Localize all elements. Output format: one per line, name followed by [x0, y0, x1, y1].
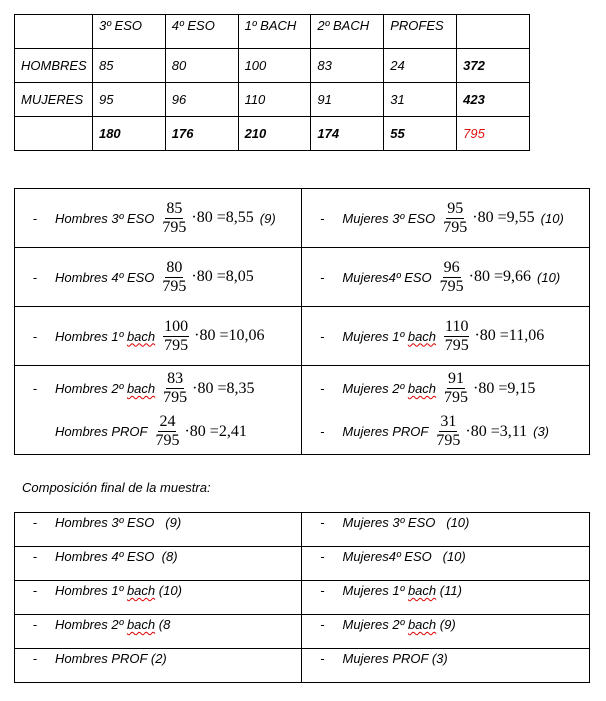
denominator: 795 — [439, 277, 464, 295]
calc-label: Hombres PROF — [55, 424, 148, 439]
count-cell: 91 — [311, 83, 384, 117]
numerator: 85 — [166, 199, 183, 217]
calc-table — [14, 188, 590, 455]
final-label: Hombres 2º bach (8 — [55, 617, 171, 632]
bullet: - — [320, 424, 325, 439]
calc-cell — [15, 189, 302, 248]
calc-cell — [15, 366, 302, 455]
final-row — [15, 581, 590, 615]
numerator: 80 — [166, 258, 183, 276]
final-cell — [302, 615, 590, 649]
final-cell — [15, 649, 302, 683]
final-cell — [15, 581, 302, 615]
final-row — [15, 547, 590, 581]
formula-result: ·80 =8,35 — [192, 379, 255, 397]
grand-total: 795 — [457, 117, 530, 151]
counts-row-mujeres — [15, 83, 530, 117]
calc-cell — [302, 189, 590, 248]
count-cell: 95 — [92, 83, 165, 117]
count-cell: 31 — [384, 83, 457, 117]
bullet: - — [32, 210, 38, 226]
final-count: (10) — [442, 549, 466, 564]
bullet: - — [320, 549, 325, 564]
calc-label: Mujeres PROF — [342, 424, 429, 439]
final-count: (9) — [439, 617, 456, 632]
formula-result: ·80 =8,55 — [191, 209, 254, 226]
calc-label: Hombres 4º ESO — [55, 269, 155, 285]
calc-row — [15, 307, 590, 366]
final-cell — [15, 615, 302, 649]
denominator: 795 — [163, 389, 188, 406]
header-cell: 2º BACH — [311, 15, 384, 49]
caption: Composición final de la muestra: — [22, 480, 211, 495]
numerator: 95 — [447, 199, 464, 217]
header-cell: 1º BACH — [238, 15, 311, 49]
rounded-note: (3) — [533, 424, 550, 439]
final-count: (10) — [446, 515, 470, 530]
bullet: - — [320, 381, 325, 396]
formula — [162, 259, 253, 296]
bullet: - — [320, 515, 325, 530]
formula — [162, 200, 253, 237]
calc-row — [15, 248, 590, 307]
numerator: 31 — [440, 413, 457, 430]
denominator: 795 — [162, 277, 187, 295]
final-label: Mujeres 2º bach (9) — [342, 617, 456, 632]
count-cell: 83 — [311, 49, 384, 83]
final-label: Hombres PROF (2) — [55, 651, 167, 666]
numerator: 100 — [164, 317, 189, 335]
numerator: 96 — [443, 258, 460, 276]
formula — [163, 370, 254, 407]
count-cell: 96 — [165, 83, 238, 117]
numerator: 91 — [448, 370, 465, 387]
calc-label: Hombres 3º ESO — [55, 210, 155, 226]
header-cell: PROFES — [384, 15, 457, 49]
final-count: (3) — [431, 651, 448, 666]
bullet: - — [32, 583, 38, 598]
count-cell: 24 — [384, 49, 457, 83]
final-label: Hombres 3º ESO (9) — [55, 515, 182, 530]
formula — [436, 413, 527, 450]
counts-totals-row — [15, 117, 530, 151]
calc-label: Hombres 1º bach — [55, 328, 156, 344]
denominator: 795 — [443, 218, 468, 236]
formula-result: ·80 =9,55 — [472, 209, 535, 226]
bullet: - — [320, 328, 325, 344]
final-count: (8 — [158, 617, 171, 632]
final-row — [15, 649, 590, 683]
numerator: 83 — [167, 370, 184, 387]
count-cell: 100 — [238, 49, 311, 83]
calc-cell — [15, 307, 302, 366]
header-cell: 3º ESO — [92, 15, 165, 49]
final-count: (10) — [158, 583, 182, 598]
counts-header-row — [15, 15, 530, 49]
final-row — [15, 513, 590, 547]
final-count: (9) — [165, 515, 182, 530]
calc-cell — [302, 248, 590, 307]
count-cell: 80 — [165, 49, 238, 83]
bullet: - — [320, 617, 325, 632]
final-label: Mujeres PROF (3) — [342, 651, 448, 666]
denominator: 795 — [162, 218, 187, 236]
calc-cell — [302, 366, 590, 455]
numerator: 24 — [159, 413, 176, 430]
calc-label: Hombres 2º bach — [55, 381, 156, 396]
row-label: HOMBRES — [15, 49, 93, 83]
row-label — [15, 117, 93, 151]
bullet: - — [32, 515, 38, 530]
bullet: - — [320, 651, 325, 666]
row-total: 423 — [457, 83, 530, 117]
column-total: 210 — [238, 117, 311, 151]
header-cell — [15, 15, 93, 49]
bullet: - — [32, 328, 38, 344]
calc-label: Mujeres 3º ESO — [342, 210, 436, 226]
bullet: - — [32, 381, 38, 396]
final-cell — [15, 513, 302, 547]
calc-label: Mujeres4º ESO — [342, 269, 432, 285]
formula-result: ·80 =2,41 — [184, 422, 247, 440]
counts-table — [14, 14, 530, 151]
final-cell — [302, 581, 590, 615]
calc-label: Mujeres 1º bach — [342, 328, 437, 344]
formula-result: ·80 =11,06 — [474, 327, 545, 344]
denominator: 795 — [155, 432, 180, 449]
final-cell — [302, 513, 590, 547]
final-count: (2) — [150, 651, 167, 666]
rounded-note: (10) — [540, 210, 564, 226]
formula — [440, 259, 531, 296]
formula-result: ·80 =8,05 — [191, 268, 254, 285]
final-cell — [302, 649, 590, 683]
calc-cell — [15, 248, 302, 307]
formula-result: ·80 =9,66 — [468, 268, 532, 285]
final-count: (11) — [439, 583, 462, 598]
rounded-note: (9) — [259, 210, 276, 226]
header-cell — [457, 15, 530, 49]
final-row — [15, 615, 590, 649]
formula-result: ·80 =9,15 — [473, 379, 536, 397]
denominator: 795 — [164, 336, 189, 354]
final-table — [14, 512, 590, 683]
final-count: (8) — [161, 549, 178, 564]
count-cell: 110 — [238, 83, 311, 117]
header-cell: 4º ESO — [165, 15, 238, 49]
bullet: - — [32, 617, 38, 632]
bullet: - — [32, 549, 38, 564]
rounded-note: (10) — [537, 269, 561, 285]
calc-row — [15, 366, 590, 455]
formula — [443, 200, 534, 237]
calc-label: Mujeres 2º bach — [342, 381, 437, 396]
counts-row-hombres — [15, 49, 530, 83]
denominator: 795 — [444, 389, 469, 406]
final-cell — [15, 547, 302, 581]
formula-result: ·80 =3,11 — [465, 422, 528, 440]
count-cell: 85 — [92, 49, 165, 83]
final-cell — [302, 547, 590, 581]
bullet: - — [320, 583, 325, 598]
formula — [444, 318, 544, 355]
column-total: 176 — [165, 117, 238, 151]
bullet: - — [320, 269, 325, 285]
formula — [163, 318, 264, 355]
final-label: Hombres 4º ESO (8) — [55, 549, 178, 564]
denominator: 795 — [444, 336, 469, 354]
column-total: 55 — [384, 117, 457, 151]
bullet: - — [32, 269, 38, 285]
final-label: Mujeres 3º ESO (10) — [342, 515, 470, 530]
formula — [155, 413, 246, 450]
column-total: 180 — [92, 117, 165, 151]
calc-row — [15, 189, 590, 248]
row-total: 372 — [457, 49, 530, 83]
bullet: - — [320, 210, 325, 226]
denominator: 795 — [436, 432, 461, 449]
final-label: Mujeres 1º bach (11) — [342, 583, 462, 598]
row-label: MUJERES — [15, 83, 93, 117]
formula-result: ·80 =10,06 — [194, 327, 265, 344]
formula — [444, 370, 535, 407]
calc-cell — [302, 307, 590, 366]
column-total: 174 — [311, 117, 384, 151]
numerator: 110 — [445, 317, 469, 335]
final-label: Mujeres4º ESO (10) — [342, 549, 466, 564]
final-label: Hombres 1º bach (10) — [55, 583, 182, 598]
bullet: - — [32, 651, 38, 666]
